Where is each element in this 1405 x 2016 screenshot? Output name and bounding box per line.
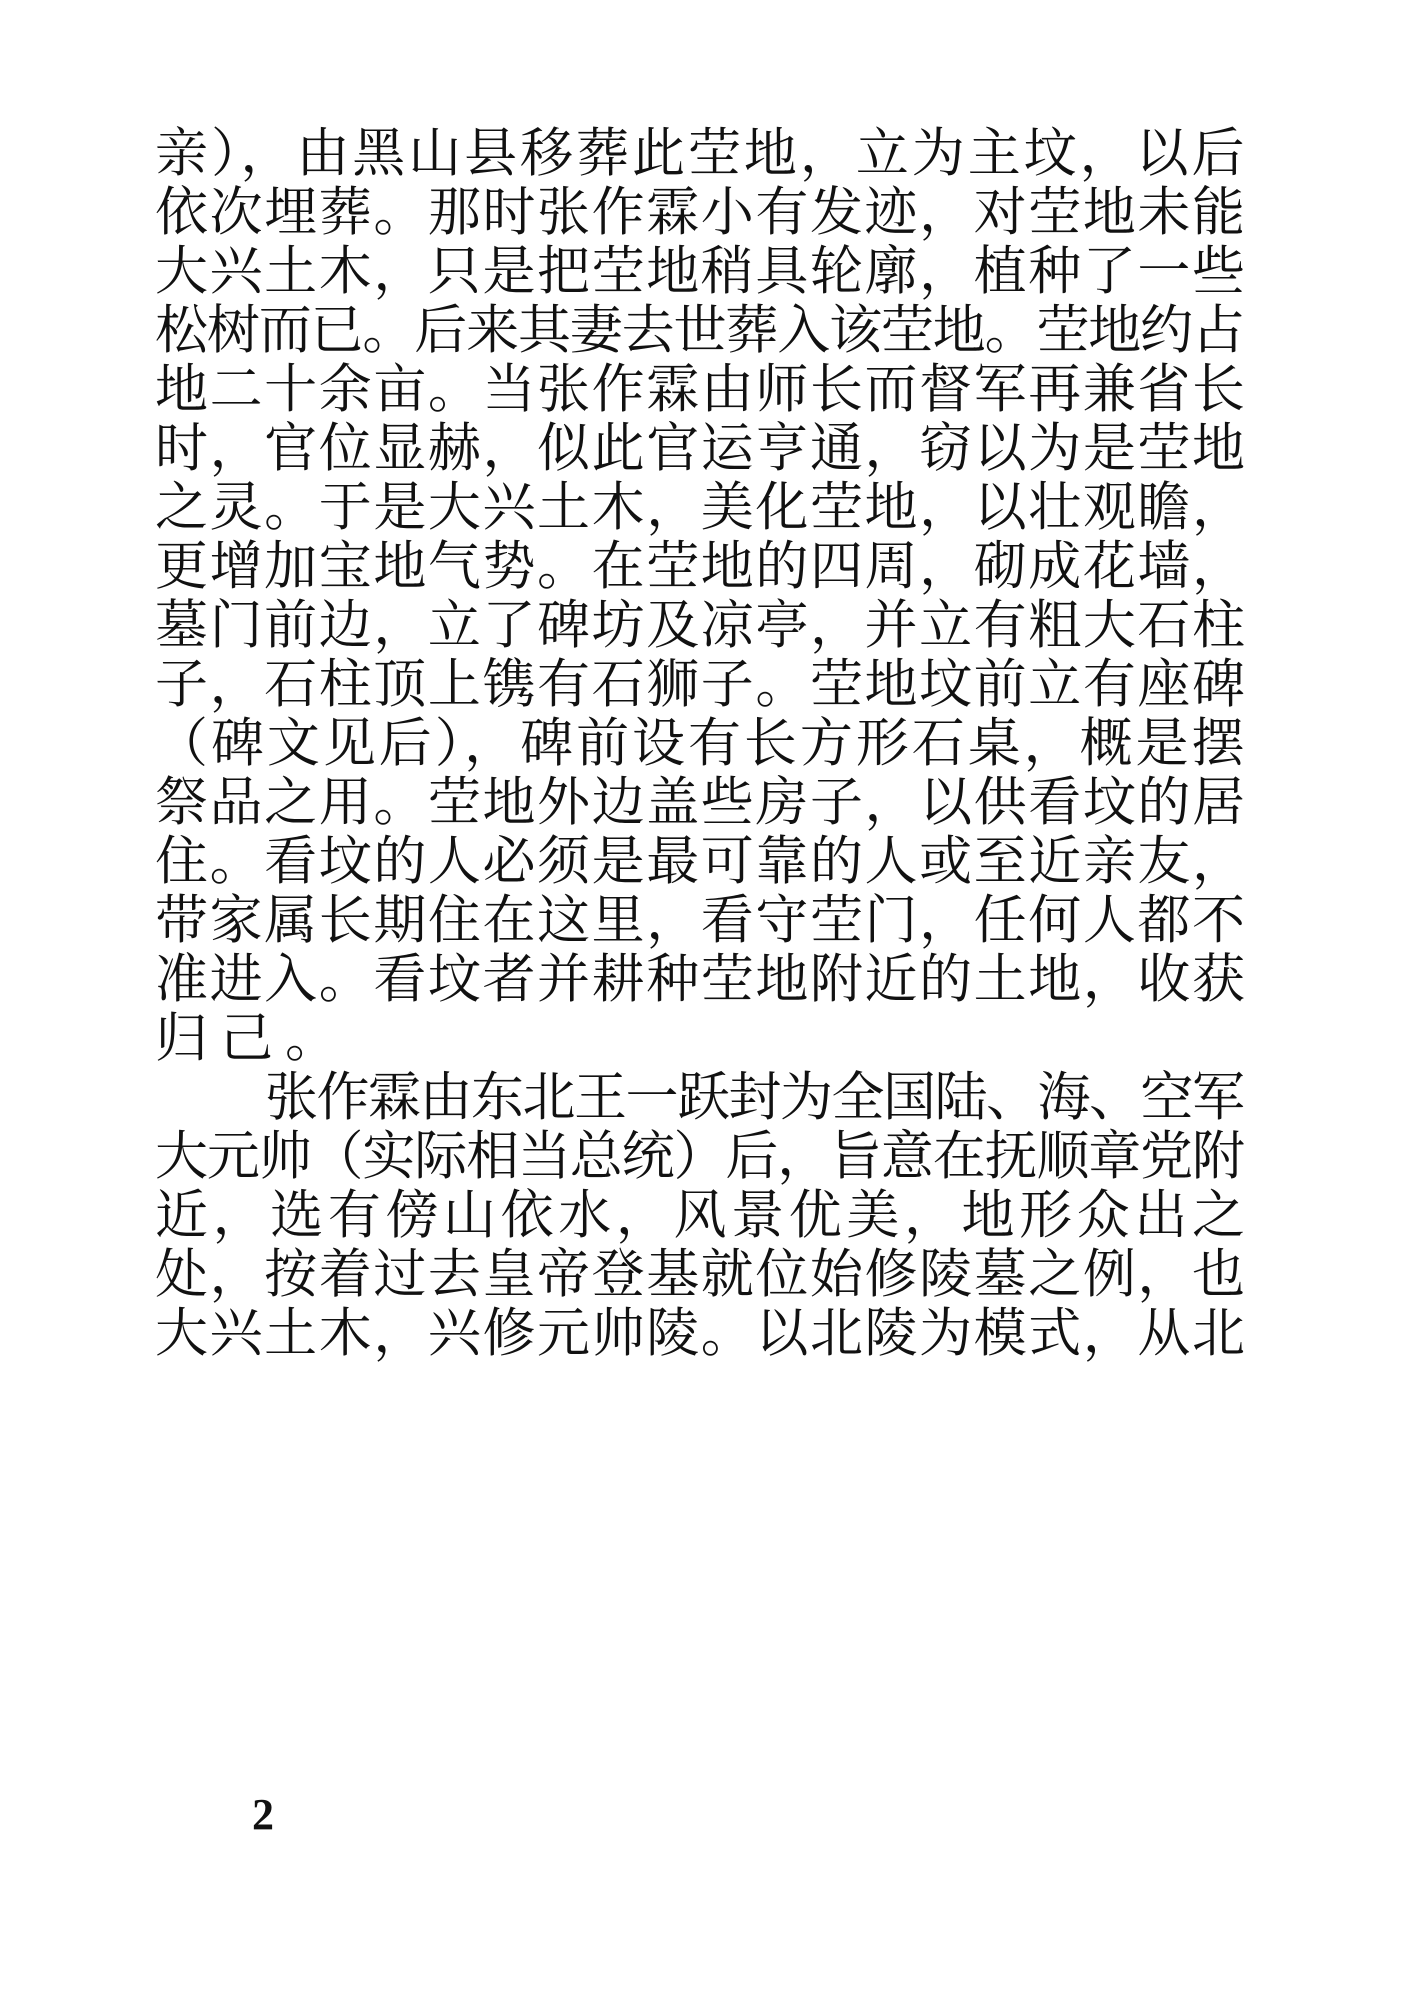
text-line: 住。看坟的人必须是最可靠的人或至近亲友， (155, 831, 1247, 892)
text-line: 处，按着过去皇帝登基就位始修陵墓之例，也 (155, 1244, 1247, 1305)
text-line: 祭品之用。茔地外边盖些房子，以供看坟的居 (155, 772, 1247, 833)
text-line: 大兴土木，兴修元帅陵。以北陵为模式，从北 (155, 1303, 1247, 1364)
text-line: 归己。 (155, 1008, 350, 1069)
text-line: 带家属长期住在这里，看守茔门，任何人都不 (155, 890, 1247, 951)
text-line: 时，官位显赫，似此官运亨通，窃以为是茔地 (155, 418, 1247, 479)
text-line: 近，选有傍山依水，风景优美，地形众出之 (155, 1185, 1250, 1246)
text-line: 地二十余亩。当张作霖由师长而督军再兼省长 (155, 359, 1247, 420)
text-line: 依次埋葬。那时张作霖小有发迹，对茔地未能 (155, 182, 1247, 243)
text-line: （碑文见后），碑前设有长方形石桌，概是摆 (155, 713, 1248, 774)
text-line: 张作霖由东北王一跃封为全国陆、海、空军 (265, 1067, 1244, 1128)
text-line: 亲），由黑山县移葬此茔地，立为主坟，以后 (155, 123, 1248, 184)
text-line: 之灵。于是大兴土木，美化茔地，以壮观瞻， (155, 477, 1247, 538)
text-line: 大兴土木，只是把茔地稍具轮廓，植种了一些 (155, 241, 1247, 302)
page-number: 2 (252, 1790, 274, 1839)
text-line: 墓门前边，立了碑坊及凉亭，并立有粗大石柱 (155, 595, 1247, 656)
text-line: 准进入。看坟者并耕种茔地附近的土地，收获 (155, 949, 1247, 1010)
text-line: 大元帅（实际相当总统）后，旨意在抚顺章党附 (155, 1126, 1244, 1187)
text-line: 更增加宝地气势。在茔地的四周，砌成花墙， (155, 536, 1247, 597)
text-line: 子，石柱顶上镌有石狮子。茔地坟前立有座碑 (155, 654, 1247, 715)
text-line: 松树而已。后来其妻去世葬入该茔地。茔地约占 (155, 300, 1244, 361)
